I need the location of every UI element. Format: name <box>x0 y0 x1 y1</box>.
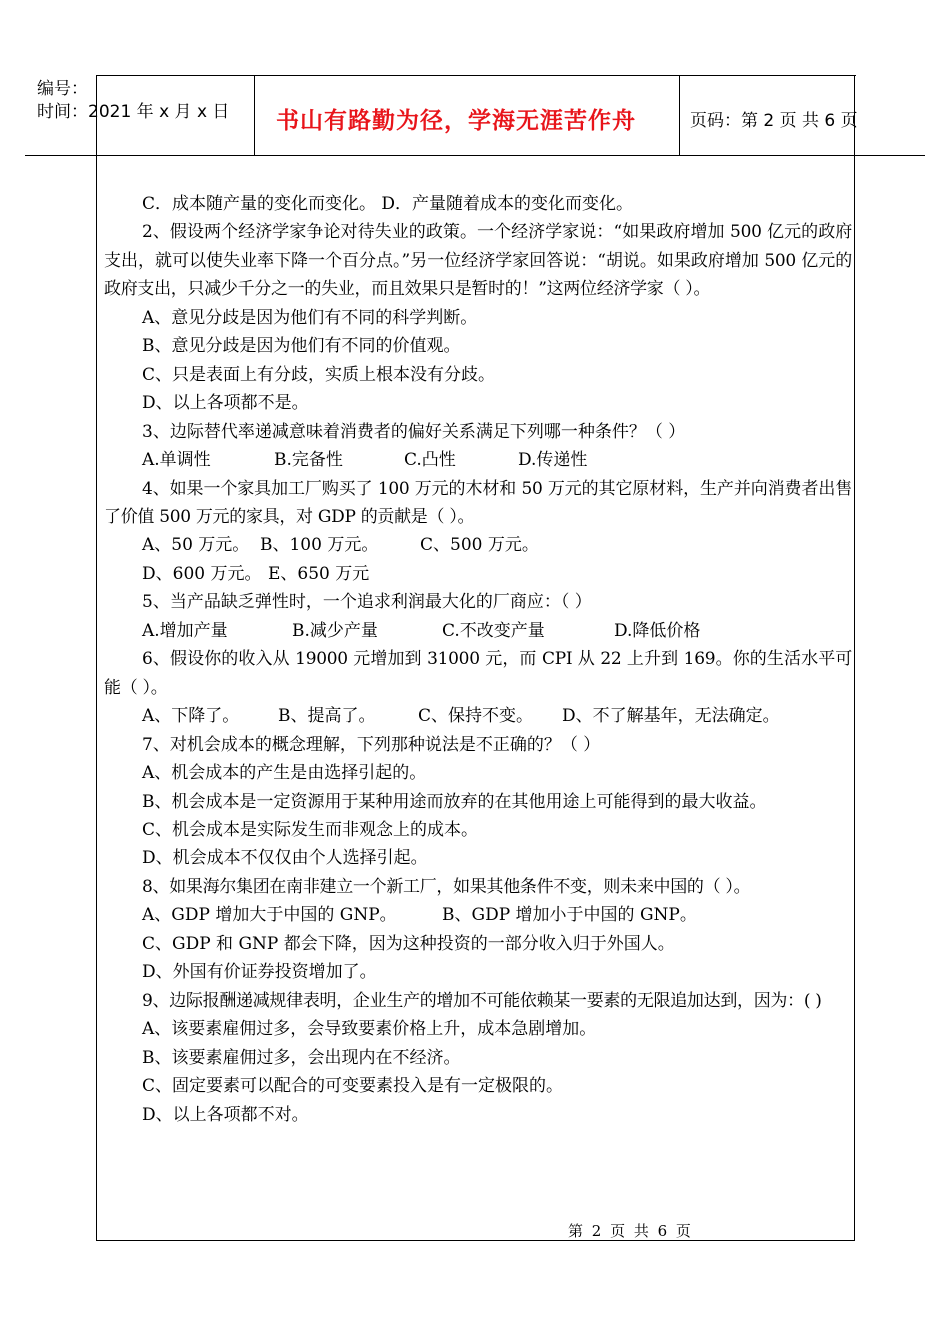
q4-text: 4、如果一个家具加工厂购买了 100 万元的木材和 50 万元的其它原材料，生产并向消费者出售了价值 500 万元的家具，对 GDP 的贡献是（ ）。 <box>104 478 852 527</box>
q7-option-d: D、机会成本不仅仅由个人选择引起。 <box>142 848 428 869</box>
q8-text: 8、如果海尔集团在南非建立一个新工厂，如果其他条件不变，则未来中国的（ ）。 <box>142 876 751 897</box>
q9-option-b: B、该要素雇佣过多，会出现内在不经济。 <box>142 1047 461 1068</box>
q5-option-d: D.降低价格 <box>614 620 701 641</box>
q5-options <box>104 617 852 645</box>
q8-option-d: D、外国有价证券投资增加了。 <box>142 962 377 983</box>
q9-option-d: D、以上各项都不对。 <box>142 1104 309 1125</box>
q6-option-a: A、下降了。 <box>142 706 240 727</box>
time-label: 时间：2021 年 x 月 x 日 <box>37 102 230 122</box>
header-page-label: 页码：第 2 页 共 6 页 <box>690 111 858 131</box>
q5-option-c: C.不改变产量 <box>442 620 545 641</box>
header-divider-2 <box>679 75 680 155</box>
header-top-rule <box>96 75 856 76</box>
q2-option-a: A、意见分歧是因为他们有不同的科学判断。 <box>142 307 478 328</box>
q5-option-a: A.增加产量 <box>142 620 228 641</box>
number-label: 编号： <box>37 79 88 99</box>
q3-option-a: A.单调性 <box>142 450 211 471</box>
q8-option-a: A、GDP 增加大于中国的 GNP。 <box>142 905 397 926</box>
header-meta <box>37 78 229 124</box>
q4-option-c: C、500 万元。 <box>420 535 539 556</box>
q7-option-b: B、机会成本是一定资源用于某种用途而放弃的在其他用途上可能得到的最大收益。 <box>142 791 767 812</box>
q4-option-b: B、100 万元。 <box>260 535 379 556</box>
q3-options <box>104 446 852 474</box>
q8-options-ab <box>104 901 852 929</box>
q4-option-e: E、650 万元 <box>268 563 370 584</box>
q3-option-d: D.传递性 <box>518 450 588 471</box>
page-footer: 第 2 页 共 6 页 <box>568 1222 693 1240</box>
q3-text: 3、边际替代率递减意味着消费者的偏好关系满足下列哪一种条件？（ ） <box>142 421 686 442</box>
q3-option-c: C.凸性 <box>404 450 456 471</box>
q6-option-b: B、提高了。 <box>278 706 376 727</box>
q4-options-abc <box>104 531 852 559</box>
q7-text: 7、对机会成本的概念理解，下列那种说法是不正确的？（ ） <box>142 734 601 755</box>
header-motto: 书山有路勤为径，学海无涯苦作舟 <box>276 108 636 134</box>
q9-option-a: A、该要素雇佣过多，会导致要素价格上升，成本急剧增加。 <box>142 1019 597 1040</box>
frame-left-border <box>96 75 97 1241</box>
q2-text: 2、假设两个经济学家争论对待失业的政策。一个经济学家说：“如果政府增加 500 亿元的政府支出，就可以使失业率下降一个百分点。”另一位经济学家回答说：“胡说。如果政府增加 500 亿元的政府支出，只减少千分之一的失业，而且效果只是暂时的！”这两位经济学家（ ）。 <box>104 222 852 300</box>
q9-option-c: C、固定要素可以配合的可变要素投入是有一定极限的。 <box>142 1076 564 1097</box>
q6-option-d: D、不了解基年，无法确定。 <box>562 706 780 727</box>
q3-option-b: B.完备性 <box>274 450 343 471</box>
q8-option-b: B、GDP 增加小于中国的 GNP。 <box>442 905 697 926</box>
header-divider-1 <box>254 75 255 155</box>
q2-option-d: D、以上各项都不是。 <box>142 393 309 414</box>
q4-option-a: A、50 万元。 <box>142 535 250 556</box>
q6-options <box>104 702 852 730</box>
q9-text: 9、边际报酬递减规律表明，企业生产的增加不可能依赖某一要素的无限追加达到，因为：( ) <box>142 990 822 1011</box>
q2-option-c: C、只是表面上有分歧，实质上根本没有分歧。 <box>142 364 496 385</box>
frame-bottom-border <box>96 1240 855 1241</box>
q7-option-c: C、机会成本是实际发生而非观念上的成本。 <box>142 819 479 840</box>
q5-option-b: B.减少产量 <box>292 620 378 641</box>
q2-option-b: B、意见分歧是因为他们有不同的价值观。 <box>142 336 461 357</box>
q5-text: 5、当产品缺乏弹性时，一个追求利润最大化的厂商应：（ ） <box>142 592 592 613</box>
q4-option-d: D、600 万元。 <box>142 563 262 584</box>
q1-option-cd: C．成本随产量的变化而变化。 D．产量随着成本的变化而变化。 <box>142 194 634 214</box>
q6-option-c: C、保持不变。 <box>418 706 534 727</box>
q4-options-de <box>104 560 852 588</box>
question-content <box>104 190 852 1129</box>
q8-option-c: C、GDP 和 GNP 都会下降，因为这种投资的一部分收入归于外国人。 <box>142 933 675 954</box>
q6-text: 6、假设你的收入从 19000 元增加到 31000 元，而 CPI 从 22 上升到 169。你的生活水平可能（ ）。 <box>104 649 852 698</box>
q7-option-a: A、机会成本的产生是由选择引起的。 <box>142 763 427 784</box>
header-bottom-rule <box>25 155 925 156</box>
frame-right-border <box>854 75 855 1241</box>
